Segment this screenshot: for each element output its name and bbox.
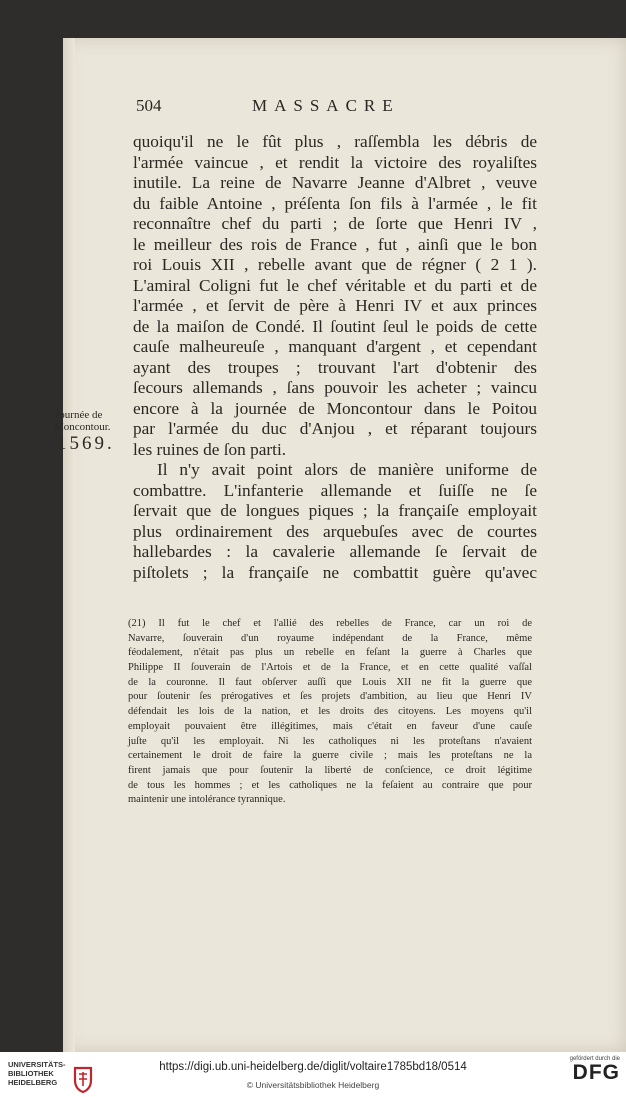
body-line: inutile. La reine de Navarre Jeanne d'Albret , veuve xyxy=(133,173,537,192)
body-line: reconnaître chef du parti ; de ſorte que Henri IV , xyxy=(133,214,537,233)
logo-line: HEIDELBERG xyxy=(8,1078,58,1087)
body-line: plus ordinairement des arquebuſes avec de courtes xyxy=(133,521,537,541)
body-line: quoiqu'il ne le fût plus , raſſembla les débris de xyxy=(133,132,537,151)
dfg-caption: gefördert durch die xyxy=(569,1056,620,1062)
body-line: du faible Antoine , préſenta ſon fils à l'armée , le fit xyxy=(133,193,537,213)
body-line: hallebardes : la cavalerie allemande ſe ſervait de xyxy=(133,542,537,561)
footnote-line: maintenir une intolérance tyrannique. xyxy=(128,794,286,806)
logo-line: BIBLIOTHEK xyxy=(8,1069,54,1078)
footnote-line: juſte qu'il les employait. Ni les catholiques ni les proteſtans n'avaient xyxy=(128,735,532,747)
margin-note: Journée de xyxy=(55,409,103,421)
body-line: le meilleur des rois de France , fut , ainſi que le bon xyxy=(133,234,537,254)
footnote-line: Philippe II ſouverain de l'Artois et de la France, et en cette qualité vaſſal xyxy=(128,662,532,674)
body-line: ſecours allemands , ſans pouvoir les acheter ; vaincu xyxy=(133,378,537,397)
logo-line: UNIVERSITÄTS- xyxy=(8,1060,66,1069)
body-line: l'armée , et ſervit de père à Henri IV et aux princes xyxy=(133,296,537,315)
body-line: par l'armée du duc d'Anjou , et réparant toujours xyxy=(133,419,537,438)
page-gutter-shadow xyxy=(63,38,75,1052)
footnote-line: féodalement, n'était pas plus un rebelle en feſant la guerre à Charles que xyxy=(128,647,532,659)
viewer-footer xyxy=(0,1052,626,1097)
running-title: MASSACRE xyxy=(252,96,400,115)
body-line: l'armée vaincue , et rendit la victoire des royaliſtes xyxy=(133,152,537,172)
footnote-line: défendait les lois de la nation, et les droits des citoyens. Les moyens qu'il xyxy=(128,706,532,718)
copyright-notice: © Universitätsbibliothek Heidelberg xyxy=(246,1080,380,1090)
body-line: ayant des troupes ; trouvant l'art d'obtenir des xyxy=(133,357,537,377)
body-text xyxy=(133,132,537,583)
page-number: 504 xyxy=(136,96,162,115)
dfg-funding-logo[interactable] xyxy=(548,1056,620,1094)
dfg-logo-text: DFG xyxy=(572,1061,620,1084)
footnote-line: employait pouvaient être illégitimes, mais c'était en faveur d'une cauſe xyxy=(128,720,532,732)
body-line: cauſe malheureuſe , manquant d'argent , et cependant xyxy=(133,337,537,356)
footnote-line: firent jamais que pour ſoutenir la liberté de conſcience, ce droit légitime xyxy=(128,764,532,776)
footnote-line: pour ſoutenir ſes prérogatives et ſes projets d'ambition, au lieu que Henri IV xyxy=(128,691,532,703)
footnote-line: de la couronne. Il faut obſerver auſſi que Louis XII ne fit la guerre que xyxy=(128,676,532,688)
body-line: les ruines de ſon parti. xyxy=(133,439,287,459)
footnote-line: (21) Il fut le chef et l'allié des rebelles de France, car un roi de xyxy=(128,618,532,629)
body-line: piſtolets ; la françaiſe ne combattit guère qu'avec xyxy=(133,562,537,582)
body-line: ſervait que de longues piques ; la françaiſe employait xyxy=(133,501,537,520)
margin-note: Moncontour. xyxy=(54,421,111,433)
footnote-line: certainement le droit de faire la guerre civile ; mais les proteſtans ne la xyxy=(128,750,532,762)
footnote xyxy=(128,617,532,808)
body-line: encore à la journée de Moncontour dans le Poitou xyxy=(133,398,537,418)
body-line: Il n'y avait point alors de manière uniforme de xyxy=(157,460,537,479)
body-line: L'amiral Coligni fut le chef véritable et du parti et de xyxy=(133,275,537,295)
body-line: roi Louis XII , rebelle avant que de régner ( 2 1 ). xyxy=(133,255,537,274)
permalink-url[interactable]: https://digi.ub.uni-heidelberg.de/diglit/voltaire1785bd18/0514 xyxy=(159,1061,467,1073)
body-line: combattre. L'infanterie allemande et ſuiſſe ne ſe xyxy=(133,480,537,500)
margin-year: 1569. xyxy=(57,433,115,454)
footnote-line: de tous les hommes ; et les catholiques ne la feſaient au contraire que pour xyxy=(128,779,532,791)
footnote-line: Navarre, ſouverain d'un royaume indépendant de la France, même xyxy=(128,632,532,644)
body-line: de la maiſon de Condé. Il ſoutint ſeul le poids de cette xyxy=(133,316,537,336)
